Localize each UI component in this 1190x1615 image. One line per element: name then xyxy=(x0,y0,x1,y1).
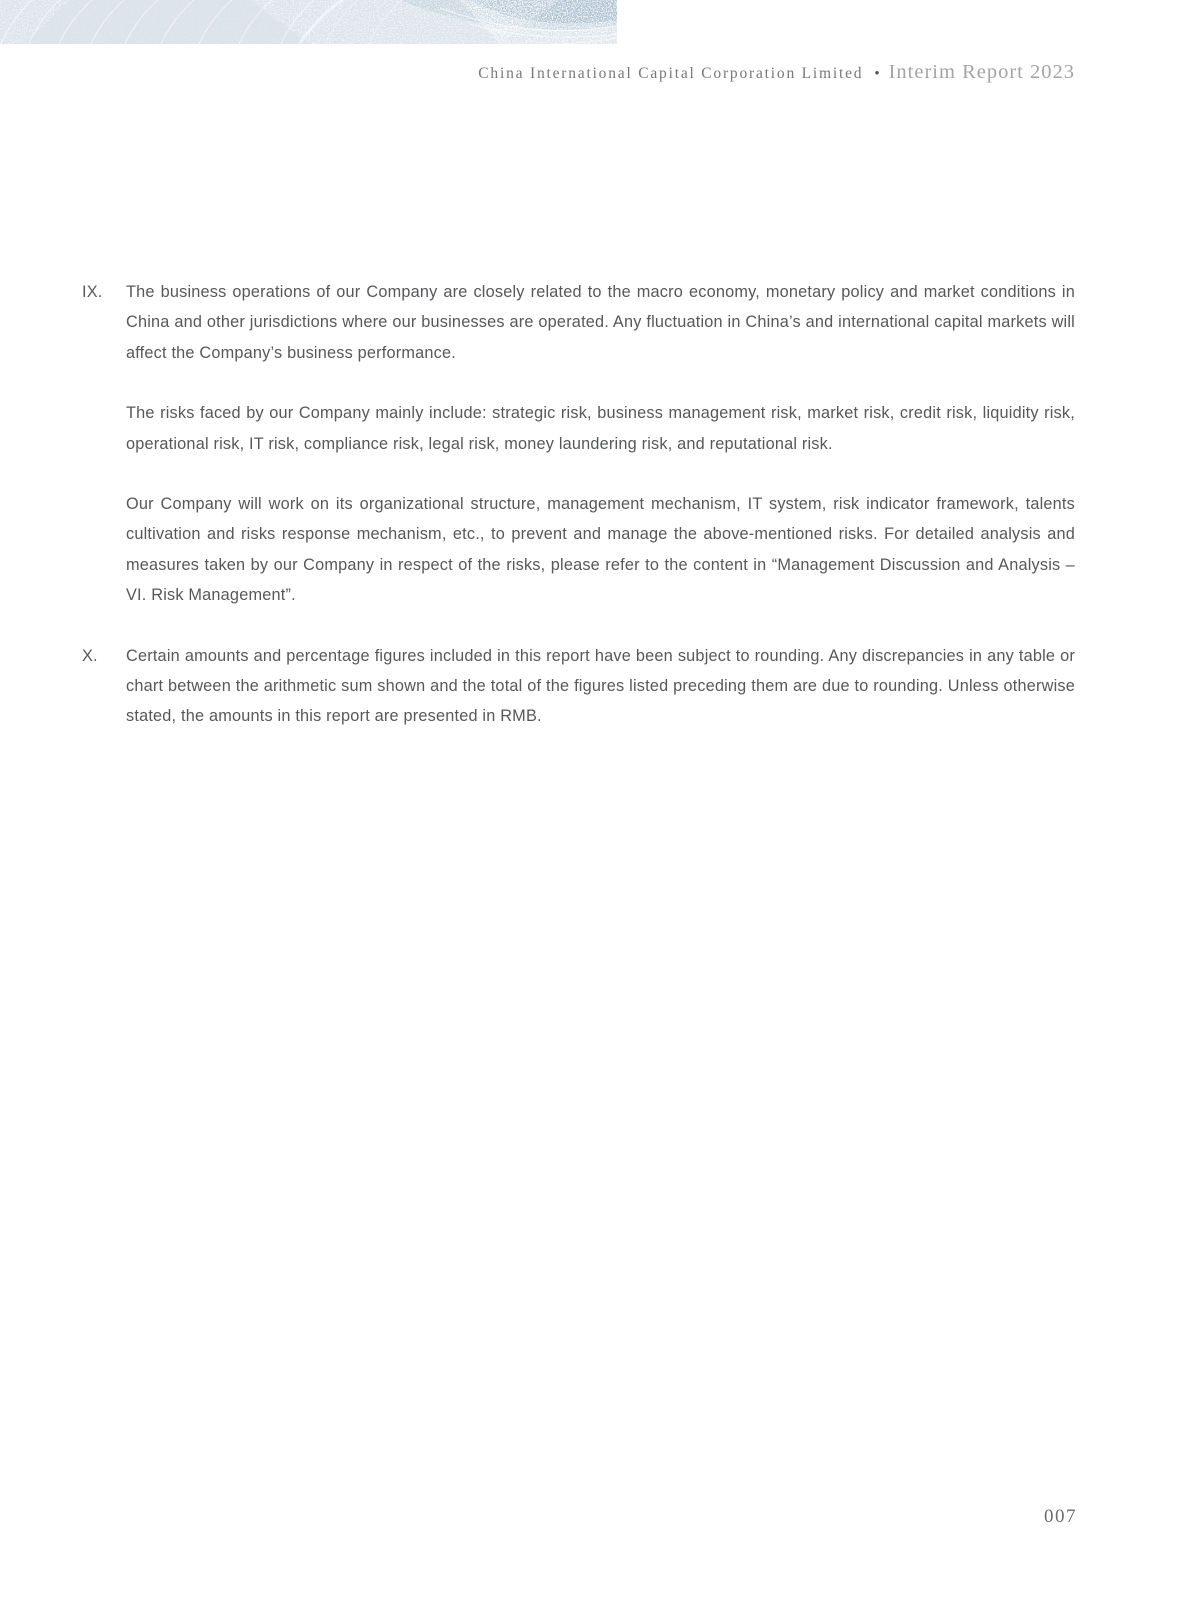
paragraph: Certain amounts and percentage figures included in this report have been subject to rounding. Any discrepancies in any table or chart between the arithmetic sum shown and the total of the figures listed preceding them are due to rounding. Unless otherwise stated, the amounts in this report are presented in RMB. xyxy=(126,646,1075,726)
list-marker-x: X. xyxy=(82,646,98,665)
list-item-ix-paragraphs xyxy=(126,277,1075,611)
paragraph: Our Company will work on its organizational structure, management mechanism, IT system, risk indicator framework, talents cultivation and risks response mechanism, etc., to prevent and manage the above-mentioned risks. For detailed analysis and measures taken by our Company in respect of the risks, please refer to the content in “Management Discussion and Analysis – VI. Risk Management”. xyxy=(126,495,1075,605)
banner-graphic xyxy=(0,0,617,44)
paragraph: The business operations of our Company are closely related to the macro economy, monetary policy and market conditions in China and other jurisdictions where our businesses are operated. Any fluctuation in China’s and international capital markets will affect the Company’s business performance. xyxy=(126,283,1075,362)
decorative-banner-image xyxy=(0,0,617,44)
document-body xyxy=(82,277,1075,732)
list-marker-ix: IX. xyxy=(82,283,103,301)
page-header xyxy=(478,59,1075,87)
paragraph: The risks faced by our Company mainly include: strategic risk, business management risk, market risk, credit risk, liquidity risk, operational risk, IT risk, compliance risk, legal risk, money laundering risk, and reputational risk. xyxy=(126,404,1075,453)
company-name: China International Capital Corporation Limited xyxy=(478,65,864,82)
page-number: 007 xyxy=(1044,1506,1077,1527)
list-item-ix xyxy=(82,277,1075,611)
list-item-x-paragraphs xyxy=(126,641,1075,732)
list-item-x xyxy=(82,641,1075,732)
report-title: Interim Report 2023 xyxy=(888,61,1075,83)
bullet-separator: • xyxy=(874,66,880,82)
